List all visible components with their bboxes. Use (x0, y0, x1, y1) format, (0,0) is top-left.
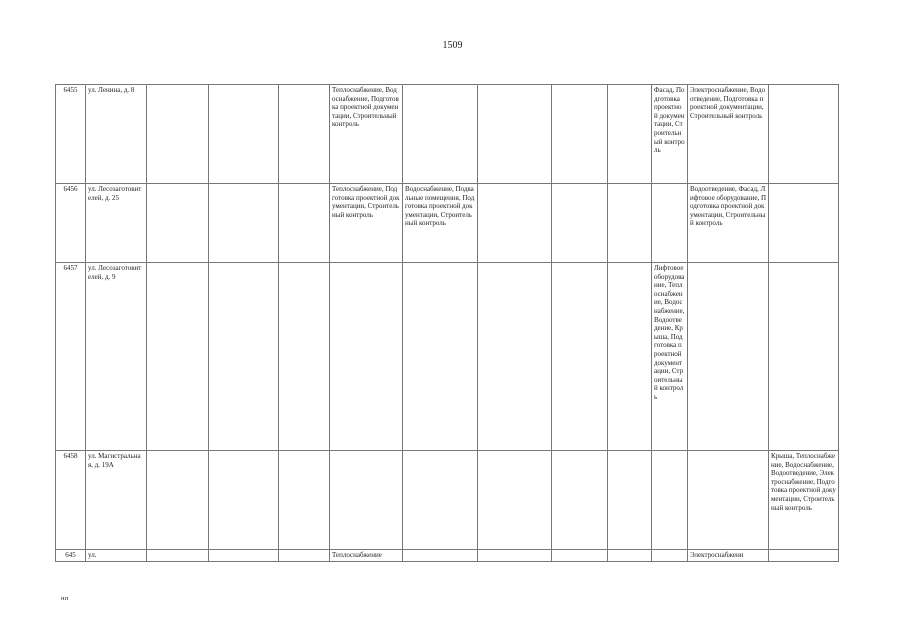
works-cell (652, 550, 688, 562)
address-cell: ул. (86, 550, 147, 562)
works-cell (769, 263, 839, 451)
works-cell: Лифтовое оборудование, Теплоснабжение, Водоснабжение, Водоотведение, Крыша, Подготовка проектной документации, Строительный контроль (652, 263, 688, 451)
works-cell: Теплоснабжение (330, 550, 403, 562)
works-cell (652, 451, 688, 550)
row-number: 6456 (56, 184, 86, 263)
row-number: 6455 (56, 85, 86, 184)
works-cell (330, 263, 403, 451)
works-cell: Электроснабжени (688, 550, 769, 562)
row-number: 6458 (56, 451, 86, 550)
works-cell (688, 263, 769, 451)
works-cell (403, 85, 478, 184)
works-cell (652, 184, 688, 263)
works-cell (403, 263, 478, 451)
works-cell: Крыша, Теплоснабжение, Водоснабжение, Водоотведение, Электроснабжение, Подготовка проектной документации, Строительный контроль (769, 451, 839, 550)
works-cell: Теплоснабжение, Подготовка проектной документации, Строительный контроль (330, 184, 403, 263)
works-cell (330, 451, 403, 550)
works-cell (769, 550, 839, 562)
works-cell (403, 550, 478, 562)
table-row (56, 263, 839, 451)
works-cell: Фасад, Подготовка проектной документации, Строительный контроль (652, 85, 688, 184)
works-cell: Теплоснабжение, Водоснабжение, Подготовка проектной документации, Строительный контроль (330, 85, 403, 184)
works-cell: Водоснабжение, Подвальные помещения, Подготовка проектной документации, Строительный контроль (403, 184, 478, 263)
works-cell (769, 85, 839, 184)
row-number: 645 (56, 550, 86, 562)
works-cell (403, 451, 478, 550)
table-row (56, 550, 839, 562)
address-cell: ул. Магистральная, д. 19А (86, 451, 147, 550)
footer-mark: нп (61, 595, 69, 602)
works-cell (769, 184, 839, 263)
works-cell: Водоотведение, Фасад, Лифтовое оборудование, Подготовка проектной документации, Строительный контроль (688, 184, 769, 263)
works-cell: Электроснабжение, Водоотведение, Подготовка проектной документации, Строительный контроль (688, 85, 769, 184)
address-cell: ул. Лесозаготовителей, д. 25 (86, 184, 147, 263)
address-cell: ул. Лесозаготовителей, д. 9 (86, 263, 147, 451)
capital-repair-table (55, 84, 839, 562)
table-row (56, 451, 839, 550)
works-cell (688, 451, 769, 550)
table-row (56, 85, 839, 184)
table-row (56, 184, 839, 263)
address-cell: ул. Ленина, д. 8 (86, 85, 147, 184)
row-number: 6457 (56, 263, 86, 451)
page-number: 1509 (442, 40, 463, 51)
